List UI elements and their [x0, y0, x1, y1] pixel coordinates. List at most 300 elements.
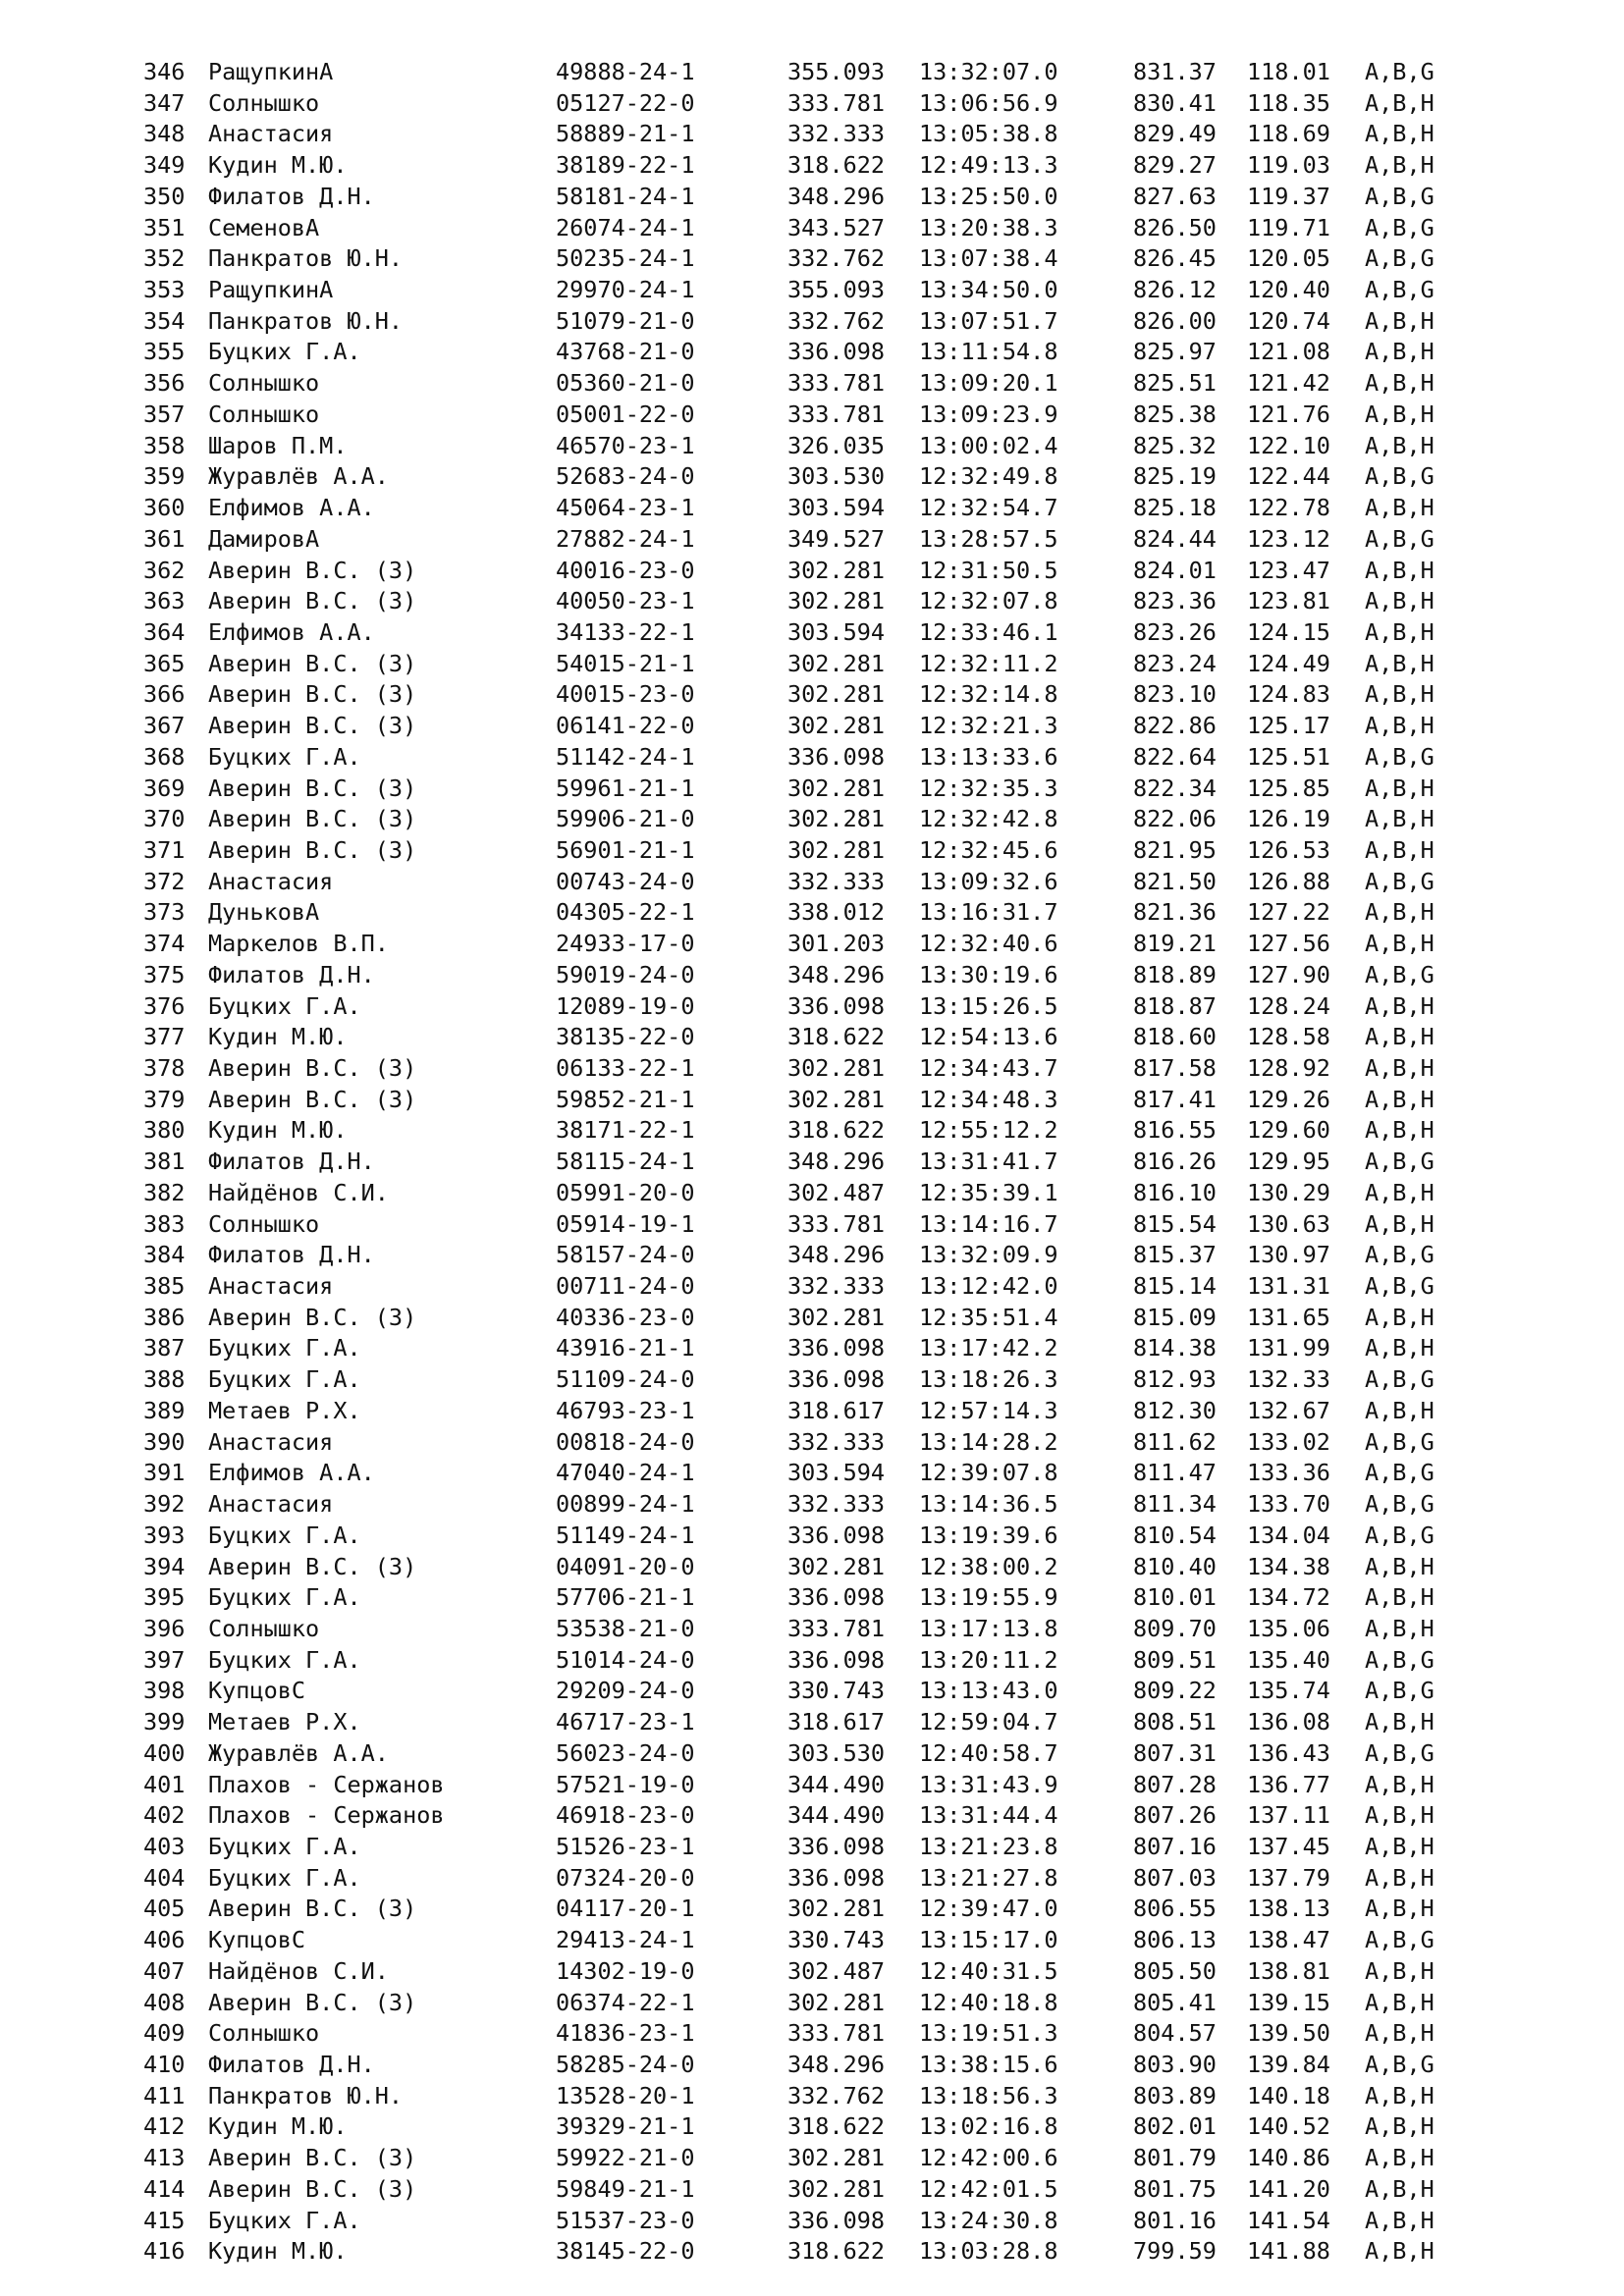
cell-time: 12:32:45.6: [919, 835, 1058, 864]
cell-speed: 825.97: [1133, 338, 1217, 366]
cell-distance: 348.296: [787, 1148, 886, 1176]
cell-time: 13:18:56.3: [919, 2081, 1058, 2109]
cell-groups: A,B,G: [1365, 1738, 1435, 1767]
cell-speed: 807.26: [1133, 1801, 1217, 1830]
cell-name: Кудин М.Ю.: [208, 2112, 348, 2141]
cell-time: 13:16:31.7: [919, 898, 1058, 927]
cell-name: Кудин М.Ю.: [208, 1023, 348, 1051]
cell-coef: 138.13: [1247, 1895, 1330, 1923]
cell-place: 373: [143, 898, 186, 927]
cell-distance: 333.781: [787, 369, 886, 398]
cell-ring: 05991-20-0: [556, 1178, 695, 1206]
cell-coef: 126.19: [1247, 805, 1330, 833]
cell-groups: A,B,H: [1365, 649, 1435, 677]
cell-name: Филатов Д.Н.: [208, 182, 375, 210]
cell-name: Кудин М.Ю.: [208, 151, 348, 180]
cell-coef: 121.42: [1247, 369, 1330, 398]
cell-speed: 818.89: [1133, 960, 1217, 988]
cell-time: 13:31:41.7: [919, 1148, 1058, 1176]
cell-speed: 819.21: [1133, 930, 1217, 958]
cell-groups: A,B,H: [1365, 1054, 1435, 1082]
cell-distance: 302.281: [787, 649, 886, 677]
cell-groups: A,B,G: [1365, 1148, 1435, 1176]
cell-place: 400: [143, 1738, 186, 1767]
cell-place: 388: [143, 1365, 186, 1394]
cell-groups: A,B,H: [1365, 1116, 1435, 1145]
cell-ring: 00711-24-0: [556, 1272, 695, 1301]
cell-speed: 826.00: [1133, 306, 1217, 335]
cell-speed: 829.27: [1133, 151, 1217, 180]
cell-ring: 00899-24-1: [556, 1490, 695, 1519]
cell-speed: 810.40: [1133, 1552, 1217, 1580]
cell-coef: 134.72: [1247, 1583, 1330, 1612]
cell-name: Солнышко: [208, 1209, 320, 1238]
cell-speed: 825.38: [1133, 400, 1217, 428]
cell-time: 12:34:48.3: [919, 1085, 1058, 1113]
cell-distance: 302.281: [787, 712, 886, 740]
cell-coef: 118.01: [1247, 58, 1330, 85]
cell-place: 364: [143, 617, 186, 646]
cell-groups: A,B,G: [1365, 1926, 1435, 1954]
cell-groups: A,B,H: [1365, 680, 1435, 709]
cell-name: Аверин В.С. (З): [208, 1552, 417, 1580]
cell-groups: A,B,H: [1365, 991, 1435, 1020]
cell-time: 13:20:11.2: [919, 1645, 1058, 1674]
cell-ring: 39329-21-1: [556, 2112, 695, 2141]
cell-name: Буцких Г.А.: [208, 1863, 361, 1892]
cell-time: 12:32:14.8: [919, 680, 1058, 709]
cell-ring: 06133-22-1: [556, 1054, 695, 1082]
cell-place: 377: [143, 1023, 186, 1051]
cell-coef: 125.17: [1247, 712, 1330, 740]
cell-speed: 824.01: [1133, 556, 1217, 584]
cell-speed: 829.49: [1133, 120, 1217, 148]
cell-time: 12:32:49.8: [919, 462, 1058, 491]
cell-coef: 133.70: [1247, 1490, 1330, 1519]
cell-time: 13:07:51.7: [919, 306, 1058, 335]
cell-distance: 349.527: [787, 524, 886, 553]
cell-name: Анастасия: [208, 1490, 334, 1519]
cell-ring: 43768-21-0: [556, 338, 695, 366]
cell-time: 12:35:39.1: [919, 1178, 1058, 1206]
cell-distance: 303.530: [787, 1738, 886, 1767]
cell-place: 346: [143, 58, 186, 85]
cell-coef: 131.65: [1247, 1303, 1330, 1331]
cell-place: 374: [143, 930, 186, 958]
cell-ring: 24933-17-0: [556, 930, 695, 958]
cell-speed: 825.18: [1133, 494, 1217, 522]
cell-place: 379: [143, 1085, 186, 1113]
cell-coef: 130.97: [1247, 1241, 1330, 1269]
cell-ring: 34133-22-1: [556, 617, 695, 646]
cell-groups: A,B,H: [1365, 835, 1435, 864]
cell-name: КупцовС: [208, 1677, 306, 1705]
cell-place: 401: [143, 1770, 186, 1798]
cell-ring: 59922-21-0: [556, 2144, 695, 2172]
cell-speed: 822.64: [1133, 742, 1217, 771]
cell-coef: 123.47: [1247, 556, 1330, 584]
cell-name: Филатов Д.Н.: [208, 960, 375, 988]
cell-place: 371: [143, 835, 186, 864]
cell-coef: 130.63: [1247, 1209, 1330, 1238]
cell-groups: A,B,H: [1365, 1209, 1435, 1238]
cell-groups: A,B,H: [1365, 431, 1435, 459]
cell-name: Журавлёв А.А.: [208, 1738, 389, 1767]
cell-distance: 318.622: [787, 2112, 886, 2141]
cell-time: 13:30:19.6: [919, 960, 1058, 988]
cell-groups: A,B,H: [1365, 587, 1435, 615]
cell-ring: 58157-24-0: [556, 1241, 695, 1269]
cell-speed: 826.45: [1133, 244, 1217, 273]
cell-place: 349: [143, 151, 186, 180]
cell-coef: 141.54: [1247, 2206, 1330, 2234]
cell-ring: 06141-22-0: [556, 712, 695, 740]
cell-name: Плахов - Сержанов: [208, 1801, 445, 1830]
cell-speed: 801.79: [1133, 2144, 1217, 2172]
cell-distance: 336.098: [787, 991, 886, 1020]
cell-distance: 355.093: [787, 276, 886, 304]
cell-groups: A,B,H: [1365, 805, 1435, 833]
cell-name: Буцких Г.А.: [208, 991, 361, 1020]
cell-groups: A,B,H: [1365, 1801, 1435, 1830]
cell-ring: 59961-21-1: [556, 774, 695, 802]
cell-groups: A,B,G: [1365, 1677, 1435, 1705]
cell-ring: 06374-22-1: [556, 1988, 695, 2016]
cell-name: РащупкинА: [208, 276, 334, 304]
cell-place: 366: [143, 680, 186, 709]
cell-time: 13:25:50.0: [919, 182, 1058, 210]
cell-coef: 124.49: [1247, 649, 1330, 677]
cell-ring: 46717-23-1: [556, 1708, 695, 1736]
cell-name: Анастасия: [208, 1272, 334, 1301]
cell-name: Аверин В.С. (З): [208, 774, 417, 802]
cell-time: 13:14:36.5: [919, 1490, 1058, 1519]
cell-groups: A,B,G: [1365, 213, 1435, 241]
cell-coef: 119.37: [1247, 182, 1330, 210]
cell-ring: 04117-20-1: [556, 1895, 695, 1923]
cell-time: 13:09:23.9: [919, 400, 1058, 428]
cell-groups: A,B,H: [1365, 1178, 1435, 1206]
cell-time: 12:55:12.2: [919, 1116, 1058, 1145]
cell-coef: 122.10: [1247, 431, 1330, 459]
cell-distance: 332.762: [787, 244, 886, 273]
cell-ring: 51526-23-1: [556, 1832, 695, 1860]
cell-distance: 332.762: [787, 306, 886, 335]
cell-groups: A,B,G: [1365, 1521, 1435, 1549]
cell-ring: 50235-24-1: [556, 244, 695, 273]
cell-time: 13:13:33.6: [919, 742, 1058, 771]
cell-coef: 132.67: [1247, 1396, 1330, 1424]
cell-name: Буцких Г.А.: [208, 1365, 361, 1394]
cell-distance: 326.035: [787, 431, 886, 459]
cell-place: 384: [143, 1241, 186, 1269]
cell-ring: 05127-22-0: [556, 88, 695, 117]
cell-name: Найдёнов С.И.: [208, 1178, 389, 1206]
cell-time: 13:38:15.6: [919, 2051, 1058, 2078]
cell-groups: A,B,G: [1365, 1241, 1435, 1269]
cell-coef: 134.04: [1247, 1521, 1330, 1549]
cell-time: 12:32:07.8: [919, 587, 1058, 615]
cell-time: 12:49:13.3: [919, 151, 1058, 180]
cell-coef: 123.12: [1247, 524, 1330, 553]
cell-time: 13:32:09.9: [919, 1241, 1058, 1269]
cell-distance: 348.296: [787, 1241, 886, 1269]
cell-speed: 815.54: [1133, 1209, 1217, 1238]
cell-name: Буцких Г.А.: [208, 1583, 361, 1612]
cell-ring: 58889-21-1: [556, 120, 695, 148]
cell-name: Панкратов Ю.Н.: [208, 244, 404, 273]
cell-coef: 132.33: [1247, 1365, 1330, 1394]
cell-place: 398: [143, 1677, 186, 1705]
cell-ring: 13528-20-1: [556, 2081, 695, 2109]
cell-distance: 330.743: [787, 1926, 886, 1954]
cell-name: Кудин М.Ю.: [208, 1116, 348, 1145]
cell-groups: A,B,H: [1365, 1085, 1435, 1113]
cell-name: Аверин В.С. (З): [208, 712, 417, 740]
cell-groups: A,B,H: [1365, 494, 1435, 522]
cell-distance: 348.296: [787, 960, 886, 988]
cell-time: 12:54:13.6: [919, 1023, 1058, 1051]
cell-name: Солнышко: [208, 1614, 320, 1642]
cell-distance: 333.781: [787, 400, 886, 428]
cell-groups: A,B,H: [1365, 2237, 1435, 2266]
cell-groups: A,B,H: [1365, 369, 1435, 398]
cell-ring: 00818-24-0: [556, 1427, 695, 1456]
cell-distance: 332.333: [787, 867, 886, 895]
cell-ring: 07324-20-0: [556, 1863, 695, 1892]
cell-coef: 137.79: [1247, 1863, 1330, 1892]
cell-time: 12:35:51.4: [919, 1303, 1058, 1331]
cell-coef: 128.92: [1247, 1054, 1330, 1082]
cell-distance: 333.781: [787, 1209, 886, 1238]
cell-speed: 826.12: [1133, 276, 1217, 304]
cell-ring: 38135-22-0: [556, 1023, 695, 1051]
cell-time: 13:15:26.5: [919, 991, 1058, 1020]
cell-speed: 822.86: [1133, 712, 1217, 740]
cell-groups: A,B,H: [1365, 1303, 1435, 1331]
cell-time: 13:31:44.4: [919, 1801, 1058, 1830]
cell-ring: 59852-21-1: [556, 1085, 695, 1113]
cell-coef: 138.47: [1247, 1926, 1330, 1954]
cell-ring: 14302-19-0: [556, 1956, 695, 1985]
cell-name: Аверин В.С. (З): [208, 556, 417, 584]
cell-ring: 51014-24-0: [556, 1645, 695, 1674]
cell-ring: 59906-21-0: [556, 805, 695, 833]
cell-distance: 336.098: [787, 1645, 886, 1674]
cell-distance: 303.594: [787, 494, 886, 522]
cell-groups: A,B,H: [1365, 1863, 1435, 1892]
cell-name: Елфимов А.А.: [208, 617, 375, 646]
cell-distance: 303.530: [787, 462, 886, 491]
cell-name: ДуньковА: [208, 898, 320, 927]
cell-distance: 333.781: [787, 2019, 886, 2048]
cell-groups: A,B,H: [1365, 556, 1435, 584]
cell-groups: A,B,H: [1365, 2019, 1435, 2048]
cell-coef: 127.90: [1247, 960, 1330, 988]
cell-place: 386: [143, 1303, 186, 1331]
cell-distance: 348.296: [787, 2051, 886, 2078]
cell-name: Филатов Д.Н.: [208, 1148, 375, 1176]
cell-distance: 336.098: [787, 742, 886, 771]
cell-place: 382: [143, 1178, 186, 1206]
cell-ring: 05360-21-0: [556, 369, 695, 398]
cell-coef: 141.88: [1247, 2237, 1330, 2266]
cell-time: 12:32:42.8: [919, 805, 1058, 833]
cell-time: 13:13:43.0: [919, 1677, 1058, 1705]
cell-speed: 817.41: [1133, 1085, 1217, 1113]
cell-speed: 818.60: [1133, 1023, 1217, 1051]
cell-speed: 823.36: [1133, 587, 1217, 615]
cell-ring: 38145-22-0: [556, 2237, 695, 2266]
cell-distance: 336.098: [787, 338, 886, 366]
cell-time: 13:17:13.8: [919, 1614, 1058, 1642]
cell-groups: A,B,H: [1365, 2144, 1435, 2172]
cell-name: Журавлёв А.А.: [208, 462, 389, 491]
cell-distance: 302.281: [787, 774, 886, 802]
cell-place: 355: [143, 338, 186, 366]
cell-speed: 809.70: [1133, 1614, 1217, 1642]
cell-place: 372: [143, 867, 186, 895]
cell-name: Буцких Г.А.: [208, 1334, 361, 1362]
cell-time: 13:14:28.2: [919, 1427, 1058, 1456]
cell-speed: 825.19: [1133, 462, 1217, 491]
cell-distance: 344.490: [787, 1770, 886, 1798]
cell-time: 13:28:57.5: [919, 524, 1058, 553]
cell-time: 12:32:21.3: [919, 712, 1058, 740]
cell-ring: 41836-23-1: [556, 2019, 695, 2048]
cell-time: 13:24:30.8: [919, 2206, 1058, 2234]
cell-speed: 804.57: [1133, 2019, 1217, 2048]
cell-place: 391: [143, 1459, 186, 1487]
cell-distance: 318.622: [787, 1023, 886, 1051]
cell-coef: 118.35: [1247, 88, 1330, 117]
cell-place: 359: [143, 462, 186, 491]
cell-groups: A,B,G: [1365, 462, 1435, 491]
cell-speed: 801.75: [1133, 2174, 1217, 2203]
cell-name: Елфимов А.А.: [208, 494, 375, 522]
cell-place: 402: [143, 1801, 186, 1830]
cell-place: 356: [143, 369, 186, 398]
cell-name: Анастасия: [208, 867, 334, 895]
cell-coef: 136.77: [1247, 1770, 1330, 1798]
cell-name: Анастасия: [208, 1427, 334, 1456]
cell-time: 13:09:20.1: [919, 369, 1058, 398]
cell-speed: 809.51: [1133, 1645, 1217, 1674]
cell-speed: 803.90: [1133, 2051, 1217, 2078]
cell-place: 354: [143, 306, 186, 335]
cell-groups: A,B,G: [1365, 524, 1435, 553]
cell-coef: 139.15: [1247, 1988, 1330, 2016]
cell-ring: 53538-21-0: [556, 1614, 695, 1642]
cell-speed: 825.51: [1133, 369, 1217, 398]
cell-time: 12:57:14.3: [919, 1396, 1058, 1424]
cell-place: 375: [143, 960, 186, 988]
cell-coef: 128.24: [1247, 991, 1330, 1020]
cell-groups: A,B,G: [1365, 276, 1435, 304]
cell-groups: A,B,G: [1365, 1427, 1435, 1456]
cell-ring: 51109-24-0: [556, 1365, 695, 1394]
cell-coef: 131.31: [1247, 1272, 1330, 1301]
cell-place: 381: [143, 1148, 186, 1176]
cell-groups: A,B,G: [1365, 1272, 1435, 1301]
cell-name: Филатов Д.Н.: [208, 2051, 375, 2078]
cell-groups: A,B,H: [1365, 1614, 1435, 1642]
cell-place: 404: [143, 1863, 186, 1892]
cell-time: 13:06:56.9: [919, 88, 1058, 117]
cell-speed: 812.93: [1133, 1365, 1217, 1394]
cell-distance: 301.203: [787, 930, 886, 958]
cell-distance: 336.098: [787, 1521, 886, 1549]
cell-coef: 137.45: [1247, 1832, 1330, 1860]
cell-time: 12:39:07.8: [919, 1459, 1058, 1487]
cell-time: 12:32:35.3: [919, 774, 1058, 802]
cell-distance: 302.281: [787, 1988, 886, 2016]
cell-place: 361: [143, 524, 186, 553]
cell-time: 13:21:27.8: [919, 1863, 1058, 1892]
cell-time: 13:02:16.8: [919, 2112, 1058, 2141]
cell-groups: A,B,G: [1365, 244, 1435, 273]
cell-ring: 59019-24-0: [556, 960, 695, 988]
cell-coef: 122.78: [1247, 494, 1330, 522]
cell-time: 12:32:11.2: [919, 649, 1058, 677]
cell-groups: A,B,H: [1365, 1023, 1435, 1051]
cell-groups: A,B,H: [1365, 306, 1435, 335]
cell-coef: 135.06: [1247, 1614, 1330, 1642]
cell-time: 13:05:38.8: [919, 120, 1058, 148]
cell-place: 392: [143, 1490, 186, 1519]
cell-place: 369: [143, 774, 186, 802]
cell-speed: 816.55: [1133, 1116, 1217, 1145]
cell-place: 413: [143, 2144, 186, 2172]
cell-groups: A,B,H: [1365, 1770, 1435, 1798]
cell-place: 360: [143, 494, 186, 522]
cell-place: 367: [143, 712, 186, 740]
cell-ring: 46793-23-1: [556, 1396, 695, 1424]
cell-time: 13:14:16.7: [919, 1209, 1058, 1238]
cell-coef: 127.22: [1247, 898, 1330, 927]
cell-name: Солнышко: [208, 400, 320, 428]
cell-ring: 05001-22-0: [556, 400, 695, 428]
cell-place: 352: [143, 244, 186, 273]
cell-name: Анастасия: [208, 120, 334, 148]
cell-place: 412: [143, 2112, 186, 2141]
cell-coef: 126.53: [1247, 835, 1330, 864]
cell-coef: 134.38: [1247, 1552, 1330, 1580]
cell-name: Аверин В.С. (З): [208, 587, 417, 615]
cell-distance: 318.622: [787, 151, 886, 180]
cell-place: 350: [143, 182, 186, 210]
cell-groups: A,B,H: [1365, 2174, 1435, 2203]
cell-ring: 40050-23-1: [556, 587, 695, 615]
cell-name: Найдёнов С.И.: [208, 1956, 389, 1985]
cell-name: РащупкинА: [208, 58, 334, 85]
cell-groups: A,B,H: [1365, 617, 1435, 646]
cell-coef: 118.69: [1247, 120, 1330, 148]
cell-coef: 133.36: [1247, 1459, 1330, 1487]
cell-coef: 124.83: [1247, 680, 1330, 709]
cell-distance: 343.527: [787, 213, 886, 241]
cell-distance: 302.281: [787, 680, 886, 709]
cell-name: Аверин В.С. (З): [208, 1085, 417, 1113]
cell-time: 12:34:43.7: [919, 1054, 1058, 1082]
cell-coef: 119.71: [1247, 213, 1330, 241]
cell-name: Шаров П.М.: [208, 431, 348, 459]
cell-place: 370: [143, 805, 186, 833]
cell-groups: A,B,G: [1365, 182, 1435, 210]
cell-speed: 814.38: [1133, 1334, 1217, 1362]
cell-coef: 119.03: [1247, 151, 1330, 180]
cell-distance: 302.281: [787, 1303, 886, 1331]
